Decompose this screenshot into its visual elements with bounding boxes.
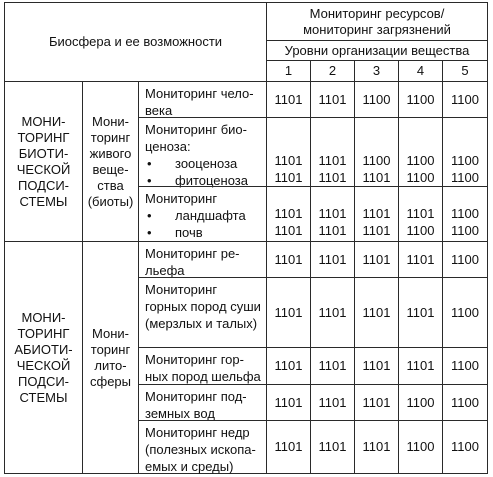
value-text: 1101	[274, 223, 303, 238]
value-text: 1100	[406, 170, 435, 185]
bullet-item	[145, 207, 262, 224]
value-cell	[354, 277, 399, 348]
value-text: 1100	[406, 439, 435, 454]
value-text: 1100	[451, 91, 479, 107]
level-header-3	[354, 60, 399, 82]
bullet-dot: •	[147, 225, 152, 240]
group-label-line: АБИОТИ-	[14, 341, 73, 357]
group-sub-line: (биоты)	[87, 193, 134, 209]
value-text: 1100	[451, 206, 479, 221]
group-label-line: СТЕМЫ	[19, 193, 68, 209]
value-text: 1100	[451, 170, 479, 185]
bullet-item	[145, 155, 262, 172]
header-monitoring-title	[266, 2, 488, 41]
value-text: 1100	[406, 91, 435, 107]
value-text: 1101	[318, 439, 347, 454]
value-text: 1101	[362, 251, 391, 267]
row-label-line: Мониторинг ре-	[145, 246, 240, 261]
group-sub-line: живого	[89, 145, 132, 161]
value-cell	[354, 241, 399, 278]
row-groundwater-label	[138, 384, 267, 421]
row-label-line: Мониторинг био-	[145, 122, 247, 137]
value-cell	[310, 384, 355, 421]
group-label-line: ПОДСИ-	[17, 373, 70, 389]
value-text: 1101	[406, 304, 435, 320]
value-text: 1100	[406, 394, 435, 410]
row-label-line: Мониторинг	[145, 282, 218, 297]
value-cell	[310, 241, 355, 278]
level-label: 5	[461, 63, 469, 78]
value-cell	[442, 384, 488, 421]
row-label-line: горных пород суши	[145, 299, 261, 314]
group-label-line: ЧЕСКОЙ	[16, 161, 71, 177]
value-text: 1100	[406, 223, 435, 238]
header-biosphere-text: Биосфера и ее возможности	[48, 34, 223, 49]
value-text: 1101	[406, 206, 435, 221]
header-levels-text: Уровни организации вещества	[284, 42, 470, 58]
group-sub-line: торинг	[90, 129, 131, 145]
row-land-rocks-label	[138, 277, 267, 348]
level-label: 4	[416, 63, 425, 78]
group-label-line: БИОТИ-	[18, 145, 69, 161]
value-text: 1101	[362, 394, 391, 410]
row-label-line: ных пород шельфа	[145, 369, 261, 384]
bullet-name: почв	[175, 225, 203, 240]
row-landscape-label	[138, 186, 267, 242]
group-label-line: СТЕМЫ	[19, 389, 68, 405]
row-human-label	[138, 81, 267, 118]
level-header-5	[442, 60, 488, 82]
row-label-line: Мониторинг недр	[145, 425, 250, 440]
group-label-line: ТОРИНГ	[17, 325, 70, 341]
value-cell	[266, 384, 311, 421]
row-relief-label	[138, 241, 267, 278]
header-monitoring-line2: мониторинг загрязнений	[303, 21, 451, 37]
group-label-line: ЧЕСКОЙ	[16, 357, 71, 373]
value-text: 1101	[318, 153, 347, 168]
value-cell	[398, 81, 443, 118]
value-text: 1101	[274, 358, 303, 373]
group-label-line: ПОДСИ-	[17, 177, 70, 193]
value-text: 1100	[362, 91, 391, 107]
group-sub-line: торинг	[90, 341, 131, 357]
group-label-line: МОНИ-	[21, 309, 66, 325]
level-label: 3	[372, 63, 381, 78]
value-text: 1100	[406, 153, 435, 168]
value-text: 1101	[274, 439, 303, 454]
value-text: 1100	[451, 439, 479, 454]
row-label-line: (мерзлых и талых)	[145, 316, 258, 331]
level-header-4	[398, 60, 443, 82]
value-text: 1100	[451, 223, 479, 238]
value-cell	[266, 241, 311, 278]
value-text: 1101	[362, 223, 391, 238]
value-text: 1101	[362, 304, 391, 320]
value-text: 1100	[451, 304, 479, 320]
value-text: 1101	[362, 439, 391, 454]
value-text: 1101	[318, 251, 347, 267]
value-text: 1101	[274, 153, 303, 168]
value-cell	[266, 347, 311, 385]
value-cell	[354, 384, 399, 421]
value-cell	[398, 241, 443, 278]
row-label-line: льефа	[145, 263, 185, 278]
group-biotic-label	[4, 81, 83, 242]
value-text: 1100	[362, 153, 391, 168]
value-text: 1100	[451, 394, 479, 410]
row-biocenosis-label	[138, 117, 267, 187]
value-cell	[266, 420, 311, 474]
value-cell	[398, 347, 443, 385]
value-text: 1101	[318, 170, 347, 185]
value-cell	[442, 347, 488, 385]
group-sub-line: ства	[97, 177, 124, 193]
value-cell	[354, 347, 399, 385]
group-label-line: ТОРИНГ	[17, 129, 70, 145]
value-cell	[310, 347, 355, 385]
group-sub-line: Мони-	[92, 113, 129, 129]
group-sub-line: Мони-	[92, 325, 129, 341]
row-label-line: земных вод	[145, 406, 215, 421]
value-text: 1101	[318, 358, 347, 373]
value-text: 1100	[451, 251, 479, 267]
group-label-line: МОНИ-	[21, 113, 66, 129]
value-text: 1100	[451, 153, 479, 168]
group-biotic-sub	[82, 81, 139, 242]
value-cell	[442, 81, 488, 118]
value-text: 1101	[406, 251, 435, 267]
value-cell	[442, 420, 488, 474]
value-text: 1101	[318, 223, 347, 238]
value-text: 1101	[274, 170, 303, 185]
bullet-dot: •	[147, 208, 152, 223]
header-levels-title	[266, 40, 488, 61]
value-cell	[442, 277, 488, 348]
value-text: 1101	[318, 206, 347, 221]
value-text: 1101	[362, 358, 391, 373]
value-cell	[398, 420, 443, 474]
group-sub-line: лито-	[94, 357, 127, 373]
value-text: 1101	[274, 304, 303, 320]
value-cell	[266, 81, 311, 118]
bullet-item	[145, 224, 262, 241]
bullet-name: ландшафта	[175, 208, 246, 223]
row-label-line: Мониторинг под-	[145, 389, 247, 404]
row-label-line: Мониторинг гор-	[145, 352, 244, 367]
value-cell	[398, 277, 443, 348]
value-cell	[354, 420, 399, 474]
value-text: 1101	[362, 206, 391, 221]
value-text: 1101	[318, 394, 347, 410]
row-subsoil-label	[138, 420, 267, 474]
header-biosphere	[4, 2, 267, 82]
value-text: 1101	[274, 251, 303, 267]
value-cell	[310, 420, 355, 474]
value-text: 1101	[274, 394, 303, 410]
level-label: 2	[328, 63, 337, 78]
value-text: 1101	[362, 170, 391, 185]
level-label: 1	[284, 63, 293, 78]
group-abiotic-label	[4, 241, 83, 474]
group-sub-line: веще-	[92, 161, 129, 177]
row-label-line: емых и среды)	[145, 459, 234, 474]
value-cell	[354, 81, 399, 118]
header-monitoring-line1: Мониторинг ресурсов/	[309, 5, 445, 21]
value-cell	[398, 384, 443, 421]
value-cell	[310, 277, 355, 348]
row-label-line: Мониторинг чело-	[145, 86, 254, 101]
value-text: 1101	[406, 358, 435, 373]
row-label-line: Мониторинг	[145, 191, 218, 206]
value-text: 1101	[318, 91, 347, 107]
row-label-line: ценоза:	[145, 139, 191, 154]
bullet-dot: •	[147, 156, 152, 171]
level-header-2	[310, 60, 355, 82]
value-text: 1101	[274, 91, 303, 107]
group-sub-line: сферы	[90, 373, 131, 389]
row-label-line: (полезных ископа-	[145, 442, 256, 457]
bullet-name: фитоценоза	[175, 173, 248, 188]
bullet-dot: •	[147, 173, 152, 188]
row-label-line: века	[145, 103, 173, 118]
value-cell	[266, 277, 311, 348]
value-text: 1100	[451, 358, 479, 373]
value-cell	[442, 241, 488, 278]
level-header-1	[266, 60, 311, 82]
value-text: 1101	[274, 206, 303, 221]
group-abiotic-sub	[82, 241, 139, 474]
value-text: 1101	[318, 304, 347, 320]
bullet-name: зооценоза	[175, 156, 238, 171]
row-shelf-rocks-label	[138, 347, 267, 385]
value-cell	[310, 81, 355, 118]
